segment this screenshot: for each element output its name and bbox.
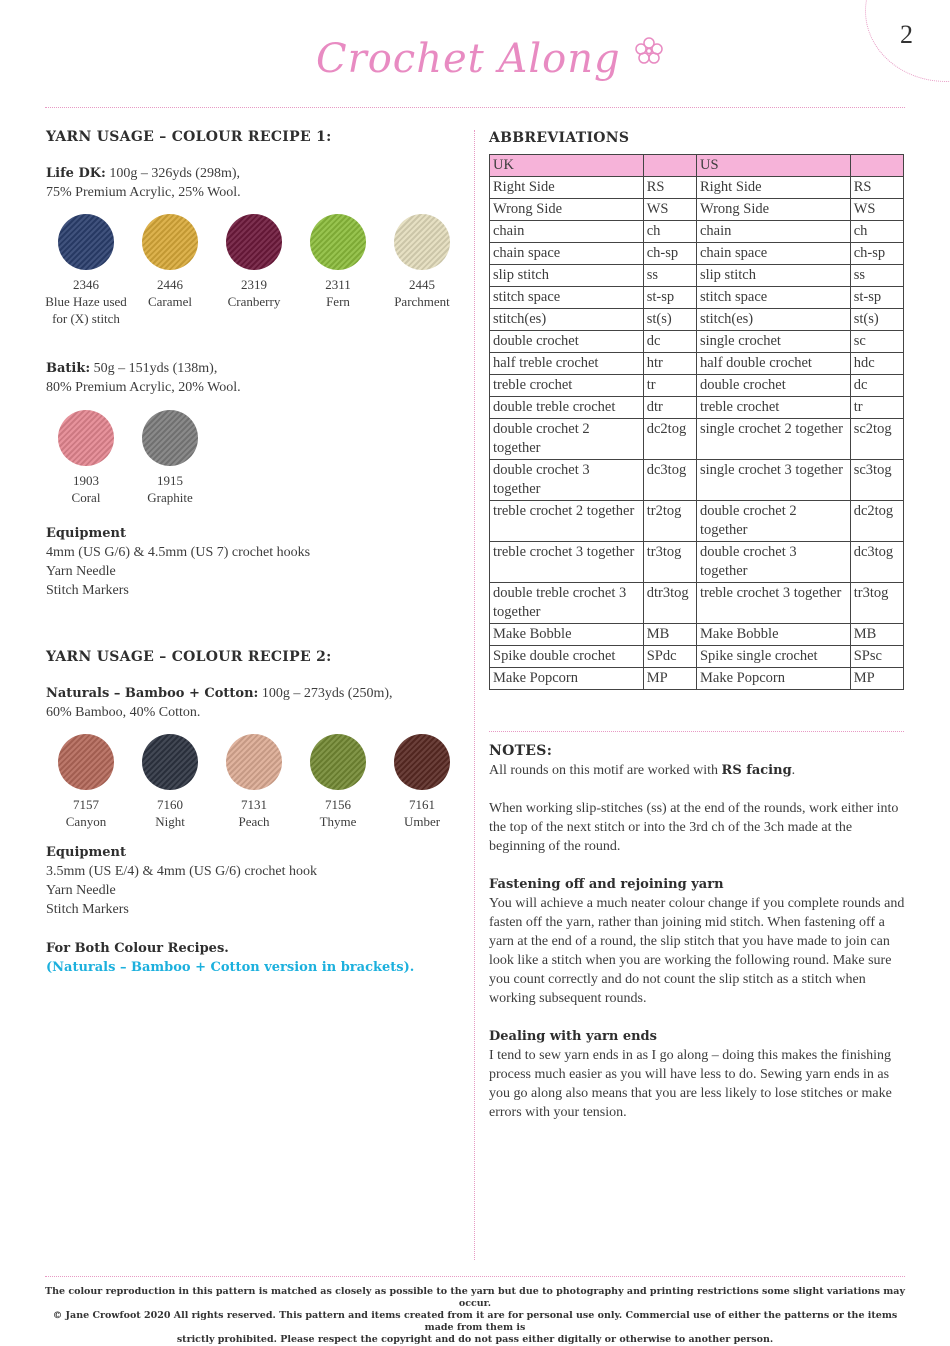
logo [316, 36, 664, 82]
table-cell: Make Bobble [490, 624, 644, 646]
abbreviations-table [489, 154, 904, 690]
table-cell: WS [643, 199, 696, 221]
table-cell: MB [850, 624, 903, 646]
swatch: 2445 Parchment [380, 214, 464, 327]
table-cell: dc2tog [850, 501, 903, 542]
table-cell: Make Popcorn [490, 668, 644, 690]
table-cell: MB [643, 624, 696, 646]
table-cell: treble crochet [696, 397, 850, 419]
notes-heading: NOTES: [489, 743, 553, 759]
table-cell: dc3tog [850, 542, 903, 583]
table-row [490, 542, 904, 583]
table-cell: double crochet 2 together [696, 501, 850, 542]
batik-swatches [44, 410, 212, 506]
table-cell: tr3tog [643, 542, 696, 583]
table-cell: st(s) [850, 309, 903, 331]
table-cell: slip stitch [490, 265, 644, 287]
yarn-ball [142, 734, 198, 790]
swatch: 7156 Thyme [296, 734, 380, 830]
table-cell: tr [643, 375, 696, 397]
table-row [490, 243, 904, 265]
recipe2-heading: YARN USAGE – COLOUR RECIPE 2: [46, 649, 332, 665]
table-cell: Make Bobble [696, 624, 850, 646]
table-cell: double crochet 3 together [696, 542, 850, 583]
yarn-ball [58, 410, 114, 466]
abbreviations-heading: ABBREVIATIONS [489, 130, 630, 146]
table-cell: ss [643, 265, 696, 287]
table-cell: MP [643, 668, 696, 690]
table-cell: ch-sp [850, 243, 903, 265]
table-cell: treble crochet 3 together [696, 583, 850, 624]
yarn-ends-heading: Dealing with yarn ends [489, 1029, 657, 1044]
table-cell: single crochet [696, 331, 850, 353]
swatch: 1903 Coral [44, 410, 128, 506]
table-cell: double crochet [490, 331, 644, 353]
table-cell: st-sp [643, 287, 696, 309]
table-row [490, 331, 904, 353]
table-cell: ss [850, 265, 903, 287]
table-cell: double crochet [696, 375, 850, 397]
yarn-ball [58, 734, 114, 790]
table-row [490, 668, 904, 690]
table-cell: dc [643, 331, 696, 353]
table-cell: st-sp [850, 287, 903, 309]
yarn-ball [310, 734, 366, 790]
table-row [490, 646, 904, 668]
table-row [490, 265, 904, 287]
table-cell [643, 155, 696, 177]
page-number: 2 [900, 20, 913, 49]
recipe1-swatches [44, 214, 464, 327]
table-cell: st(s) [643, 309, 696, 331]
table-cell: dc2tog [643, 419, 696, 460]
notes-divider [489, 731, 904, 732]
table-cell: stitch(es) [490, 309, 644, 331]
table-cell: dtr3tog [643, 583, 696, 624]
table-row [490, 460, 904, 501]
table-cell: SPsc [850, 646, 903, 668]
table-cell: dc [850, 375, 903, 397]
table-row [490, 287, 904, 309]
table-cell: sc2tog [850, 419, 903, 460]
table-cell: Make Popcorn [696, 668, 850, 690]
notes-p2: When working slip-stitches (ss) at the end of the rounds, work either into the top of the next stitch or into the 3rd ch of the 3ch made at the beginning of the round. [489, 801, 899, 854]
yarn-ball [310, 214, 366, 270]
life-dk-spec: Life DK: 100g – 326yds (298m), 75% Premium Acrylic, 25% Wool. [46, 166, 241, 200]
swatch: 2446 Caramel [128, 214, 212, 327]
flower-icon [634, 36, 664, 66]
table-cell: double treble crochet 3 together [490, 583, 644, 624]
table-cell: SPdc [643, 646, 696, 668]
table-row [490, 397, 904, 419]
table-cell: MP [850, 668, 903, 690]
table-cell: stitch space [490, 287, 644, 309]
table-row [490, 177, 904, 199]
table-cell: Right Side [696, 177, 850, 199]
table-cell: single crochet 3 together [696, 460, 850, 501]
table-cell: chain space [696, 243, 850, 265]
table-cell [850, 155, 903, 177]
notes-text [489, 761, 907, 1122]
equipment1: Equipment 4mm (US G/6) & 4.5mm (US 7) crochet hooks Yarn Needle Stitch Markers [46, 526, 311, 598]
table-cell: half double crochet [696, 353, 850, 375]
table-cell: RS [643, 177, 696, 199]
swatch: 7161 Umber [380, 734, 464, 830]
table-row [490, 583, 904, 624]
swatch: 7157 Canyon [44, 734, 128, 830]
both-recipes-note: For Both Colour Recipes. (Naturals – Bamboo + Cotton version in brackets). [46, 941, 415, 975]
table-cell: double crochet 2 together [490, 419, 644, 460]
table-cell: sc [850, 331, 903, 353]
table-cell: stitch(es) [696, 309, 850, 331]
fastening-heading: Fastening off and rejoining yarn [489, 877, 724, 892]
table-row [490, 353, 904, 375]
table-cell: Spike single crochet [696, 646, 850, 668]
table-cell: double treble crochet [490, 397, 644, 419]
table-cell: slip stitch [696, 265, 850, 287]
table-cell: htr [643, 353, 696, 375]
table-row [490, 419, 904, 460]
table-cell: Wrong Side [696, 199, 850, 221]
table-cell: UK [490, 155, 644, 177]
swatch: 2311 Fern [296, 214, 380, 327]
table-cell: tr3tog [850, 583, 903, 624]
fastening-text: You will achieve a much neater colour change if you complete rounds and fasten off the yarn, rather than joining mid stitch. When fastening off a yarn at the end of a round, the slip stitch that you have made to join can look like a stitch when you are working the following round. Make sure you count correctly and do not count the slip stitch as a stitch when working subsequent rounds. [489, 896, 905, 1006]
table-row [490, 309, 904, 331]
table-cell: tr [850, 397, 903, 419]
table-header-row [490, 155, 904, 177]
swatch: 2319 Cranberry [212, 214, 296, 327]
table-cell: treble crochet 2 together [490, 501, 644, 542]
table-cell: single crochet 2 together [696, 419, 850, 460]
table-cell: sc3tog [850, 460, 903, 501]
swatch: 7131 Peach [212, 734, 296, 830]
table-cell: double crochet 3 together [490, 460, 644, 501]
table-cell: dtr [643, 397, 696, 419]
table-row [490, 375, 904, 397]
table-row [490, 199, 904, 221]
equipment2: Equipment 3.5mm (US E/4) & 4mm (US G/6) crochet hook Yarn Needle Stitch Markers [46, 845, 318, 917]
table-row [490, 221, 904, 243]
table-cell: US [696, 155, 850, 177]
yarn-ends-text: I tend to sew yarn ends in as I go along – doing this makes the finishing process much easier as you will have less to do. Sewing yarn ends in as you go along also means that you are less likely to lose stitches or make errors with your tension. [489, 1048, 892, 1120]
yarn-ball [394, 214, 450, 270]
table-cell: stitch space [696, 287, 850, 309]
table-cell: treble crochet 3 together [490, 542, 644, 583]
recipe2-swatches [44, 734, 464, 830]
swatch: 7160 Night [128, 734, 212, 830]
footer-divider [45, 1276, 905, 1277]
column-divider [474, 130, 475, 1260]
table-cell: Right Side [490, 177, 644, 199]
naturals-spec: Naturals – Bamboo + Cotton: 100g – 273yds (250m), 60% Bamboo, 40% Cotton. [46, 686, 393, 720]
table-cell: ch [850, 221, 903, 243]
swatch: 2346 Blue Haze used for (X) stitch [44, 214, 128, 327]
footer-copyright: The colour reproduction in this pattern is matched as closely as possible to the yarn but due to photography and printing restrictions some slight variations may occur. © Jane Crowfoot 2020 All rights reserved. This pattern and items created from it are for personal use only. Commercial use of either the patterns or the items made from them is strictly prohibited. Please respect the copyright and do not pass either digitally or otherwise to another person. [45, 1286, 905, 1345]
table-cell: Spike double crochet [490, 646, 644, 668]
table-cell: treble crochet [490, 375, 644, 397]
table-row [490, 501, 904, 542]
table-cell: ch-sp [643, 243, 696, 265]
recipe1-heading: YARN USAGE – COLOUR RECIPE 1: [46, 129, 332, 145]
logo-text: Crochet Along [316, 36, 621, 82]
yarn-ball [394, 734, 450, 790]
table-cell: hdc [850, 353, 903, 375]
table-cell: Wrong Side [490, 199, 644, 221]
table-cell: chain [696, 221, 850, 243]
batik-spec: Batik: 50g – 151yds (138m), 80% Premium Acrylic, 20% Wool. [46, 361, 241, 395]
table-cell: WS [850, 199, 903, 221]
table-row [490, 624, 904, 646]
notes-p1: All rounds on this motif are worked with RS facing. [489, 763, 796, 778]
yarn-ball [226, 214, 282, 270]
table-cell: RS [850, 177, 903, 199]
yarn-ball [58, 214, 114, 270]
yarn-ball [142, 410, 198, 466]
table-cell: ch [643, 221, 696, 243]
table-cell: half treble crochet [490, 353, 644, 375]
swatch: 1915 Graphite [128, 410, 212, 506]
yarn-ball [142, 214, 198, 270]
yarn-ball [226, 734, 282, 790]
table-cell: chain space [490, 243, 644, 265]
header-divider [45, 107, 905, 108]
table-cell: dc3tog [643, 460, 696, 501]
table-cell: chain [490, 221, 644, 243]
table-cell: tr2tog [643, 501, 696, 542]
